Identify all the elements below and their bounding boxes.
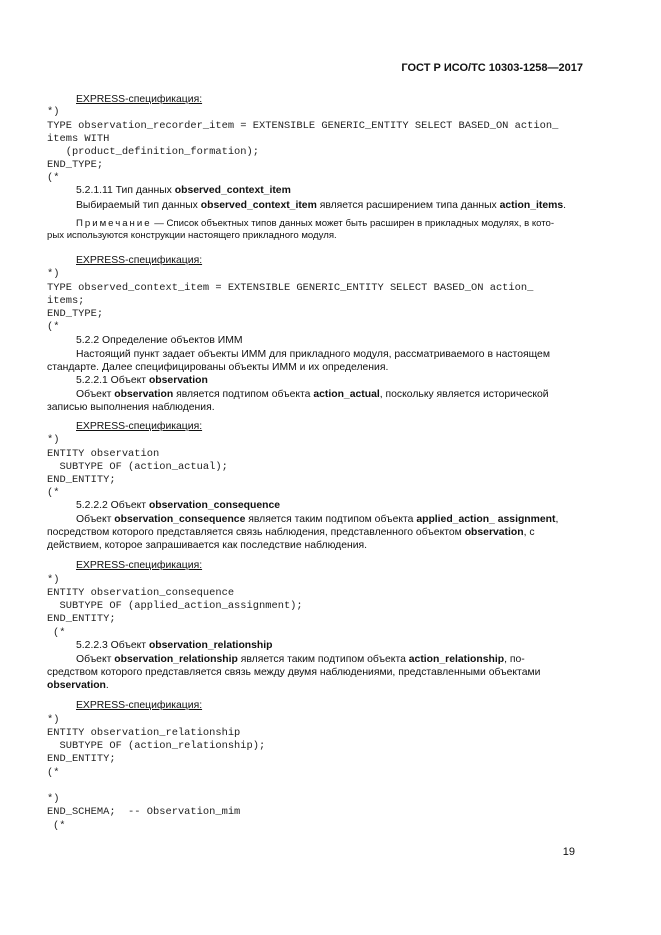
code-line: TYPE observed_context_item = EXTENSIBLE GENERIC_ENTITY SELECT BASED_ON action_ bbox=[47, 282, 534, 294]
code-line: ENTITY observation_consequence bbox=[47, 587, 235, 599]
code-line: END_ENTITY; bbox=[47, 474, 116, 486]
code-line: ENTITY observation bbox=[47, 448, 160, 460]
end-schema-line: END_SCHEMA; -- Observation_mim bbox=[47, 806, 241, 818]
code-line: TYPE observation_recorder_item = EXTENSIBLE GENERIC_ENTITY SELECT BASED_ON action_ bbox=[47, 120, 559, 132]
code-line: items WITH bbox=[47, 133, 110, 145]
paragraph: Объект observation_relationship является таким подтипом объекта action_relationship, по- bbox=[76, 654, 525, 665]
code-line: SUBTYPE OF (applied_action_assignment); bbox=[47, 600, 303, 612]
code-line: SUBTYPE OF (action_relationship); bbox=[47, 740, 266, 752]
paragraph: Объект observation_consequence является таким подтипом объекта applied_action_ assignment, bbox=[76, 514, 559, 525]
paragraph: Объект observation является подтипом объекта action_actual, поскольку является исторической bbox=[76, 389, 549, 400]
code-close-5: (* bbox=[47, 767, 60, 779]
paragraph-continuation: стандарте. Далее специфицированы объекты ИММ и их определения. bbox=[47, 362, 389, 373]
code-close-1: (* bbox=[47, 172, 60, 184]
code-close-4: (* bbox=[53, 627, 66, 639]
code-line: END_TYPE; bbox=[47, 159, 104, 171]
code-line: items; bbox=[47, 295, 85, 307]
paragraph-continuation: observation. bbox=[47, 680, 109, 691]
paragraph: Настоящий пункт задает объекты ИММ для прикладного модуля, рассматриваемого в настоящем bbox=[76, 349, 550, 360]
code-open-2: *) bbox=[47, 268, 60, 280]
section-heading-5-2-2: 5.2.2 Определение объектов ИММ bbox=[76, 335, 243, 346]
code-close-3: (* bbox=[47, 487, 60, 499]
code-open-5: *) bbox=[47, 714, 60, 726]
code-line: ENTITY observation_relationship bbox=[47, 727, 241, 739]
page-number: 19 bbox=[562, 846, 575, 858]
paragraph-continuation: записью выполнения наблюдения. bbox=[47, 402, 215, 413]
express-label-2: EXPRESS-спецификация: bbox=[76, 255, 203, 266]
code-line: END_ENTITY; bbox=[47, 613, 116, 625]
express-label-3: EXPRESS-спецификация: bbox=[76, 421, 203, 432]
code-open-6: *) bbox=[47, 793, 60, 805]
code-close-2: (* bbox=[47, 321, 60, 333]
note: Примечание — Список объектных типов данных может быть расширен в прикладных модулях, в кото- bbox=[76, 218, 555, 229]
paragraph-continuation: посредством которого представляется связь наблюдения, представленного объектом observation, с bbox=[47, 527, 535, 538]
section-heading-5-2-2-1: 5.2.2.1 Объект observation bbox=[76, 375, 208, 386]
code-close-6: (* bbox=[53, 820, 66, 832]
code-open-4: *) bbox=[47, 574, 60, 586]
paragraph-continuation: средством которого представляется связь между двумя наблюдениями, представленными объектами bbox=[47, 667, 541, 678]
code-line: END_ENTITY; bbox=[47, 753, 116, 765]
code-open-1: *) bbox=[47, 106, 60, 118]
note-continuation: рых используются конструкции настоящего прикладного модуля. bbox=[47, 230, 337, 241]
standard-header: ГОСТ Р ИСО/ТС 10303-1258—2017 bbox=[401, 62, 583, 74]
express-label-5: EXPRESS-спецификация: bbox=[76, 700, 203, 711]
code-line: SUBTYPE OF (action_actual); bbox=[47, 461, 228, 473]
section-heading-5-2-2-2: 5.2.2.2 Объект observation_consequence bbox=[76, 500, 281, 511]
express-label-1: EXPRESS-спецификация: bbox=[76, 94, 203, 105]
paragraph-continuation: действием, которое запрашивается как последствие наблюдения. bbox=[47, 540, 368, 551]
paragraph: Выбираемый тип данных observed_context_item является расширением типа данных action_items. bbox=[76, 200, 567, 211]
code-line: (product_definition_formation); bbox=[47, 146, 260, 158]
express-label-4: EXPRESS-спецификация: bbox=[76, 560, 203, 571]
section-heading-5-2-2-3: 5.2.2.3 Объект observation_relationship bbox=[76, 640, 273, 651]
section-heading-5-2-1-11: 5.2.1.11 Тип данных observed_context_item bbox=[76, 185, 291, 196]
code-open-3: *) bbox=[47, 434, 60, 446]
code-line: END_TYPE; bbox=[47, 308, 104, 320]
